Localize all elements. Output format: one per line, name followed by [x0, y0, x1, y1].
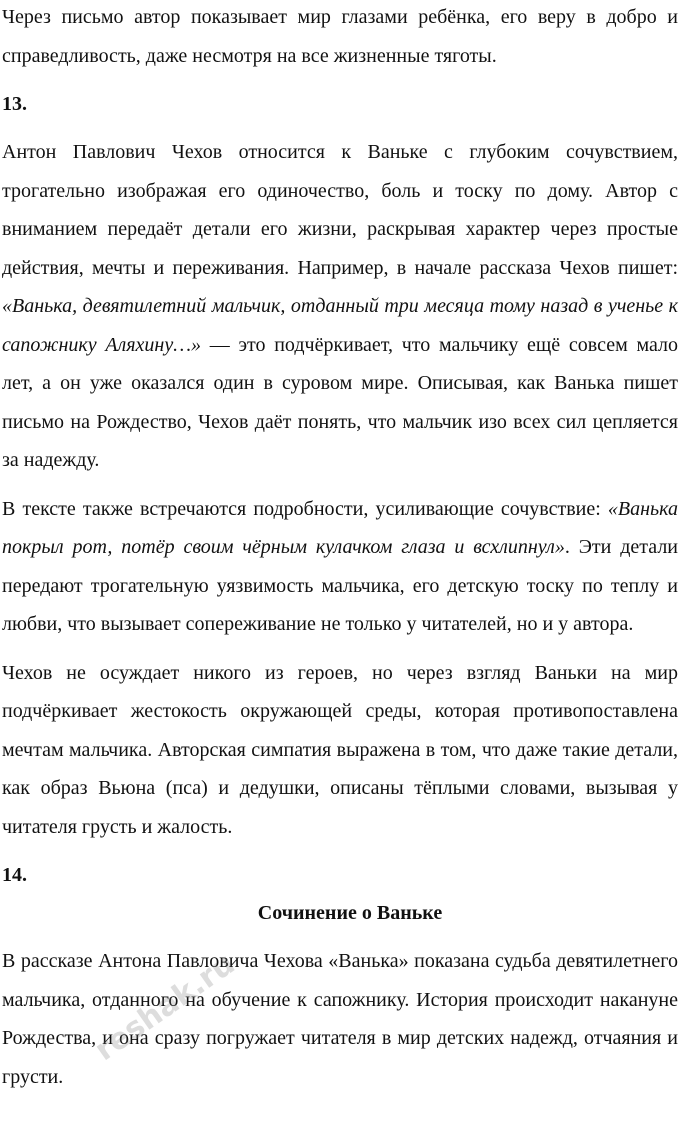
essay-title: Сочинение о Ваньке: [257, 902, 443, 924]
section-13-paragraph-2: [2, 490, 678, 644]
section-number-13: 13.: [2, 93, 27, 115]
paragraph-text: . Эти детали передают трогательную уязвимость мальчика, его детскую тоску по теплу и любви, что вызывает сопереживание не только у читателей, но и у автора.: [2, 536, 679, 635]
watermark: reshak.ru: [88, 946, 242, 1069]
paragraph-text: В тексте также встречаются подробности, усиливающие сочувствие:: [2, 497, 608, 520]
quote-text: «Ванька покрыл рот, потёр своим чёрным кулачком глаза и всхлипнул»: [2, 497, 678, 558]
paragraph-text: Антон Павлович Чехов относится к Ваньке с глубоким сочувствием, трогательно изображая его одиночество, боль и тоску по дому. Автор с вниманием передаёт детали его жизни, раскрывая характер через простые действия, мечты и переживания. Например, в начале рассказа Чехов пишет:: [2, 141, 678, 279]
section-13-paragraph-3: Чехов не осуждает никого из героев, но через взгляд Ваньки на мир подчёркивает жестокость окружающей среды, которая противопоставлена мечтам мальчика. Авторская симпатия выражена в том, что даже такие детали, как образ Вьюна (пса) и дедушки, описаны тёплыми словами, вызывая у читателя грусть и жалость.: [2, 661, 678, 838]
intro-paragraph: Через письмо автор показывает мир глазами ребёнка, его веру в добро и справедливость, даже несмотря на все жизненные тяготы.: [2, 6, 678, 67]
quote-text: «Ванька, девятилетний мальчик, отданный три месяца тому назад в ученье к сапожнику Аляхину…»: [2, 295, 678, 356]
section-14-paragraph-1: В рассказе Антона Павловича Чехова «Ванька» показана судьба девятилетнего мальчика, отданного на обучение к сапожнику. История происходит накануне Рождества, и она сразу погружает читателя в мир детских надежд, отчаяния и грусти.: [2, 950, 678, 1088]
section-number-14: 14.: [2, 864, 27, 886]
paragraph-text: — это подчёркивает, что мальчику ещё совсем мало лет, а он уже оказался один в суровом мире. Описывая, как Ванька пишет письмо на Рождество, Чехов даёт понять, что мальчик изо всех сил цепляется за надежду.: [2, 333, 679, 471]
section-13-paragraph-1: [2, 133, 678, 480]
